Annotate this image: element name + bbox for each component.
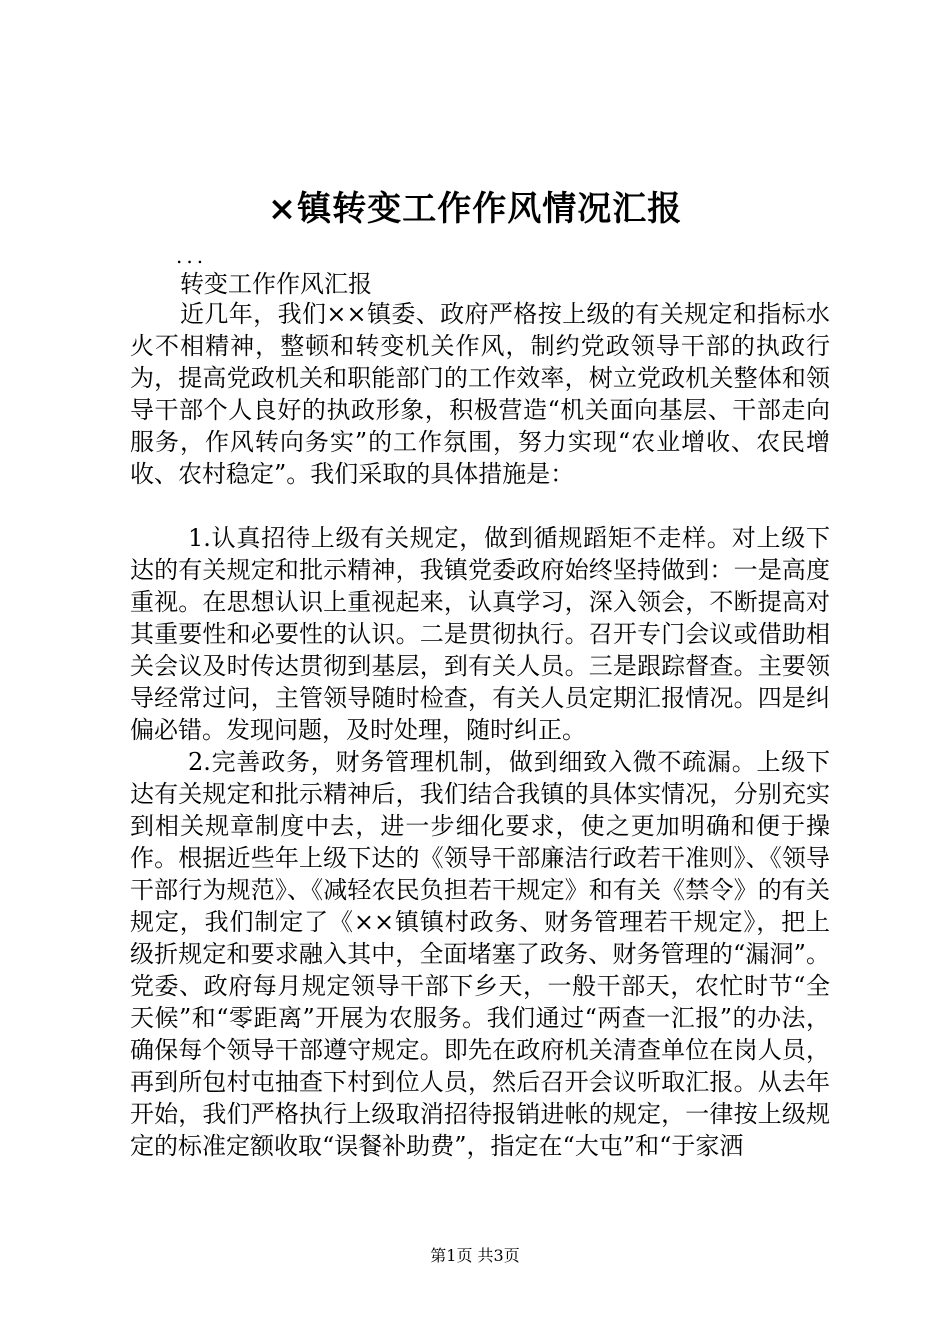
paragraph-measure-2: 2.完善政务，财务管理机制，做到细致入微不疏漏。上级下达有关规定和批示精神后，我们结合我镇的具体实情况，分别充实到相关规章制度中去，进一步细化要求，使之更加明确和便于操作。根据近些年上级下达的《领导干部廉洁行政若干准则》、《领导干部行为规范》、《减轻农民负担若干规定》和有关《禁令》的有关规定，我们制定了《××镇镇村政务、财务管理若干规定》，把上级折规定和要求融入其中，全面堵塞了政务、财务管理的“漏洞”。党委、政府每月规定领导干部下乡天，一般干部天，农忙时节“全天候”和“零距离”开展为农服务。我们通过“两查一汇报”的办法，确保每个领导干部遵守规定。即先在政府机关清查单位在岗人员，再到所包村屯抽查下村到位人员，然后召开会议听取汇报。从去年开始，我们严格执行上级取消招待报销进帐的规定，一律按上级规定的标准定额收取“误餐补助费”，指定在“大屯”和“于家洒 (130, 748, 830, 1160)
page-footer: 第1页 共3页 (430, 1246, 520, 1265)
paragraph-measure-1: 1.认真招待上级有关规定，做到循规蹈矩不走样。对上级下达的有关规定和批示精神，我镇党委政府始终坚持做到：一是高度重视。在思想认识上重视起来，认真学习，深入领会，不断提高对其重要性和必要性的认识。二是贯彻执行。召开专门会议或借助相关会议及时传达贯彻到基层，到有关人员。三是跟踪督查。主要领导经常过问，主管领导随时检查，有关人员定期汇报情况。四是纠偏必错。发现问题，及时处理，随时纠正。 (130, 524, 830, 744)
document-title: ×镇转变工作作风情况汇报 (267, 189, 683, 229)
document-subtitle: 转变工作作风汇报 (180, 270, 372, 298)
document-body (130, 298, 830, 1162)
ellipsis-text: ... (176, 244, 208, 268)
paragraph-intro: 近几年，我们××镇委、政府严格按上级的有关规定和指标水火不相精神，整顿和转变机关作风，制约党政领导干部的执政行为，提高党政机关和职能部门的工作效率，树立党政机关整体和领导干部个人良好的执政形象，积极营造“机关面向基层、干部走向服务，作风转向务实”的工作氛围，努力实现“农业增收、农民增收、农村稳定”。我们采取的具体措施是： (130, 300, 830, 488)
